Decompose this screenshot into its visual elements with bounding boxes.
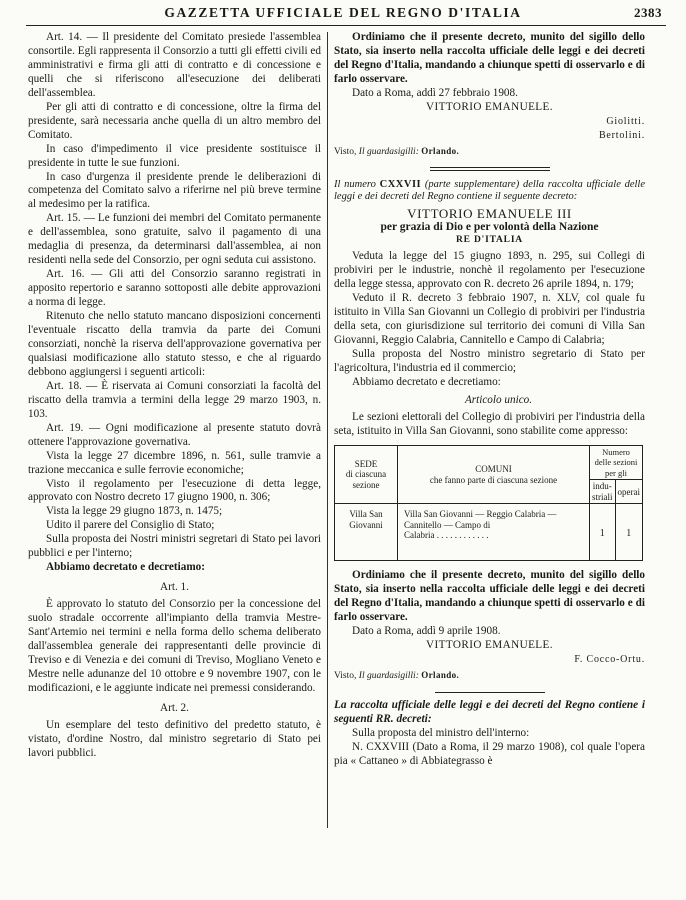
paragraph-art-15: Art. 15. — Le funzioni dei membri del Comitato permanente e dell'assemblea, sono gratuite, salvo il pagamento di una medaglia di presenza, da determinarsi dall'assemblea, ai non residenti nella sede del Consorzio, per ogni seduta cui assistono. bbox=[28, 212, 321, 267]
paragraph: Udito il parere del Consiglio di Stato; bbox=[46, 519, 215, 532]
table-header-operai: operai bbox=[615, 480, 643, 504]
right-column bbox=[334, 31, 645, 769]
paragraph: In caso d'impedimento il vice presidente sostituisce il presidente in tutte le sue funzioni. bbox=[28, 142, 321, 169]
table-cell-operai: 1 bbox=[615, 504, 643, 561]
section-double-rule bbox=[430, 167, 550, 171]
paragraph: Veduta la legge del 15 giugno 1893, n. 295, sui Collegi di probiviri per le industrie, nonchè il regolamento per l'esecuzione della legge stessa, approvato con R. decreto 26 aprile 1894, n. 179; bbox=[334, 250, 645, 291]
paragraph: Vista la legge 27 dicembre 1896, n. 561, sulle tramvie a trazione meccanica e sulle ferrovie economiche; bbox=[28, 449, 321, 476]
king-signature: VITTORIO EMANUELE. bbox=[426, 100, 553, 113]
order-clause: Ordiniamo che il presente decreto, munito del sigillo dello Stato, sia inserto nella raccolta ufficiale delle leggi e dei decreti del Regno d'Italia, mandando a chiunque spetti di osservarlo e di farlo osservare. bbox=[334, 31, 645, 85]
re-italia: RE D'ITALIA bbox=[456, 235, 523, 246]
column-divider bbox=[327, 32, 328, 828]
page-header-title: GAZZETTA UFFICIALE DEL REGNO D'ITALIA bbox=[164, 5, 522, 20]
paragraph-art-18: Art. 18. — È riservata ai Comuni consorziati la facoltà del riscatto della tramvia a termini della legge 29 marzo 1903, n. 103. bbox=[28, 379, 321, 420]
order-clause: Ordiniamo che il presente decreto, munito del sigillo dello Stato, sia inserto nella raccolta ufficiale delle leggi e dei decreti del Regno d'Italia, mandando a chiunque spetti di osservarlo e di farlo osservare. bbox=[334, 569, 645, 624]
decree-formula: Abbiamo decretato e decretiamo: bbox=[352, 376, 501, 389]
paragraph: N. CXXVIII (Dato a Roma, il 29 marzo 1908), col quale l'opera pia « Cattaneo » di Abbiategrasso è bbox=[334, 740, 645, 767]
decree-formula: Abbiamo decretato e decretiamo: bbox=[46, 561, 205, 574]
dated-line: Dato a Roma, addì 27 febbraio 1908. bbox=[352, 86, 518, 99]
paragraph: In caso d'urgenza il presidente prende le deliberazioni di competenza del Comitato salvo a riferirne nel più breve termine al medesimo per la ratifica. bbox=[28, 170, 321, 211]
paragraph: Per gli atti di contratto e di concessione, oltre la firma del presidente, sarà necessaria anche quella di un altro membro del Comitato. bbox=[28, 100, 321, 141]
table-header-industriali: indu- striali bbox=[590, 480, 616, 504]
table-header-comuni: COMUNI che fanno parte di ciascuna sezione bbox=[398, 445, 590, 504]
paragraph-art-14: Art. 14. — Il presidente del Comitato presiede l'assemblea consortile. Egli rappresenta il Consorzio a tutti gli effetti civili ed amministrativi e firma gli atti di contratto e di concessione e quelli che si riferiscono all'esecuzione dei deliberati dell'assemblea. bbox=[28, 31, 321, 99]
raccolta-heading: La raccolta ufficiale delle leggi e dei decreti del Regno contiene i seguenti RR. decreti: bbox=[334, 698, 645, 725]
paragraph: Sulla proposta del ministro dell'interno: bbox=[352, 726, 530, 739]
minister-signature: F. Cocco-Ortu. bbox=[574, 654, 645, 666]
paragraph: Vista la legge 29 giugno 1873, n. 1475; bbox=[46, 505, 223, 518]
paragraph: Le sezioni elettorali del Collegio di probiviri per l'industria della seta, istituito in Villa San Giovanni, sono stabilite come appresso: bbox=[334, 410, 645, 437]
paragraph-art-16: Art. 16. — Gli atti del Consorzio saranno registrati in apposito repertorio e saranno sottoposti alle debite approvazioni a norma di legge. bbox=[28, 268, 321, 309]
table-cell-industriali: 1 bbox=[590, 504, 616, 561]
king-signature: VITTORIO EMANUELE. bbox=[426, 639, 553, 652]
left-column bbox=[28, 31, 321, 761]
paragraph: Sulla proposta dei Nostri ministri segretari di Stato pei lavori pubblici e per l'interno; bbox=[28, 533, 321, 560]
table-row bbox=[335, 504, 643, 561]
king-title: VITTORIO EMANUELE III bbox=[407, 205, 572, 221]
paragraph: Un esemplare del testo definitivo del predetto statuto, è vistato, d'ordine Nostro, dal ministro segretario di Stato pei lavori pubblici. bbox=[28, 718, 321, 759]
paragraph: Veduto il R. decreto 3 febbraio 1907, n. XLV, col quale fu istituito in Villa San Giovanni un Collegio di probiviri per l'industria della seta, con giurisdizione sul territorio dei comuni di Villa San Giovanni, Reggio Calabria, Cannitello e Campo di Calabria; bbox=[334, 292, 645, 347]
section-rule bbox=[435, 692, 545, 693]
article-heading: Art. 1. bbox=[160, 581, 189, 594]
table-cell-sede: Villa San Giovanni bbox=[335, 504, 398, 561]
table-cell-comuni: Villa San Giovanni — Reggio Calabria — Cannitello — Campo di Calabria . . . . . . . . . . . . bbox=[398, 504, 590, 561]
visto-line: Visto, Il guardasigilli: Orlando. bbox=[334, 670, 460, 681]
table-header-numero: Numero delle sezioni per gli bbox=[590, 445, 643, 480]
paragraph: Sulla proposta del Nostro ministro segretario di Stato per l'agricoltura, l'industria ed il commercio; bbox=[334, 348, 645, 375]
table-header-sede: SEDE di ciascuna sezione bbox=[335, 445, 398, 504]
paragraph-art-19: Art. 19. — Ogni modificazione al presente statuto dovrà ottenere l'approvazione governativa. bbox=[28, 421, 321, 448]
paragraph: Ritenuto che nello statuto mancano disposizioni concernenti l'eventuale riscatto della tramvia da parte dei Comuni consorziati, nonchè la riserva dell'approvazione governativa per qualsiasi modificazione allo statuto stesso, e che al riguardo debbono aggiungersi i seguenti articoli: bbox=[28, 310, 321, 378]
page-number: 2383 bbox=[634, 5, 662, 20]
visto-line: Visto, Il guardasigilli: Orlando. bbox=[334, 145, 460, 157]
grace-formula: per grazia di Dio e per volontà della Nazione bbox=[380, 220, 599, 233]
dated-line: Dato a Roma, addì 9 aprile 1908. bbox=[352, 625, 501, 638]
header-rule bbox=[26, 25, 666, 26]
paragraph: È approvato lo statuto del Consorzio per la concessione del suolo stradale occorrente all'impianto della tramvia Mestre-Sant'Artemio nei termini e nella forma dello schema deliberato dall'assemblea generale dei rappresentanti delle provincie di Treviso e di Venezia e dei comuni di Treviso, Mogliano Veneto e Mestre nelle adunanze del 10 ottobre e 9 novembre 1907, con le modificazioni, e le aggiunte indicate nei premessi considerando. bbox=[28, 598, 321, 694]
minister-signature: Giolitti. bbox=[606, 115, 645, 127]
supplement-notice: Il numero CXXVII (parte supplementare) della raccolta ufficiale delle leggi e dei decreti del Regno contiene il seguente decreto: bbox=[334, 178, 646, 203]
sections-table bbox=[334, 445, 643, 562]
article-heading: Articolo unico. bbox=[464, 393, 533, 406]
paragraph: Visto il regolamento per l'esecuzione di detta legge, approvato con Nostro decreto 17 giugno 1900, n. 306; bbox=[28, 477, 321, 504]
article-heading: Art. 2. bbox=[160, 701, 189, 714]
minister-signature: Bertolini. bbox=[598, 129, 645, 141]
